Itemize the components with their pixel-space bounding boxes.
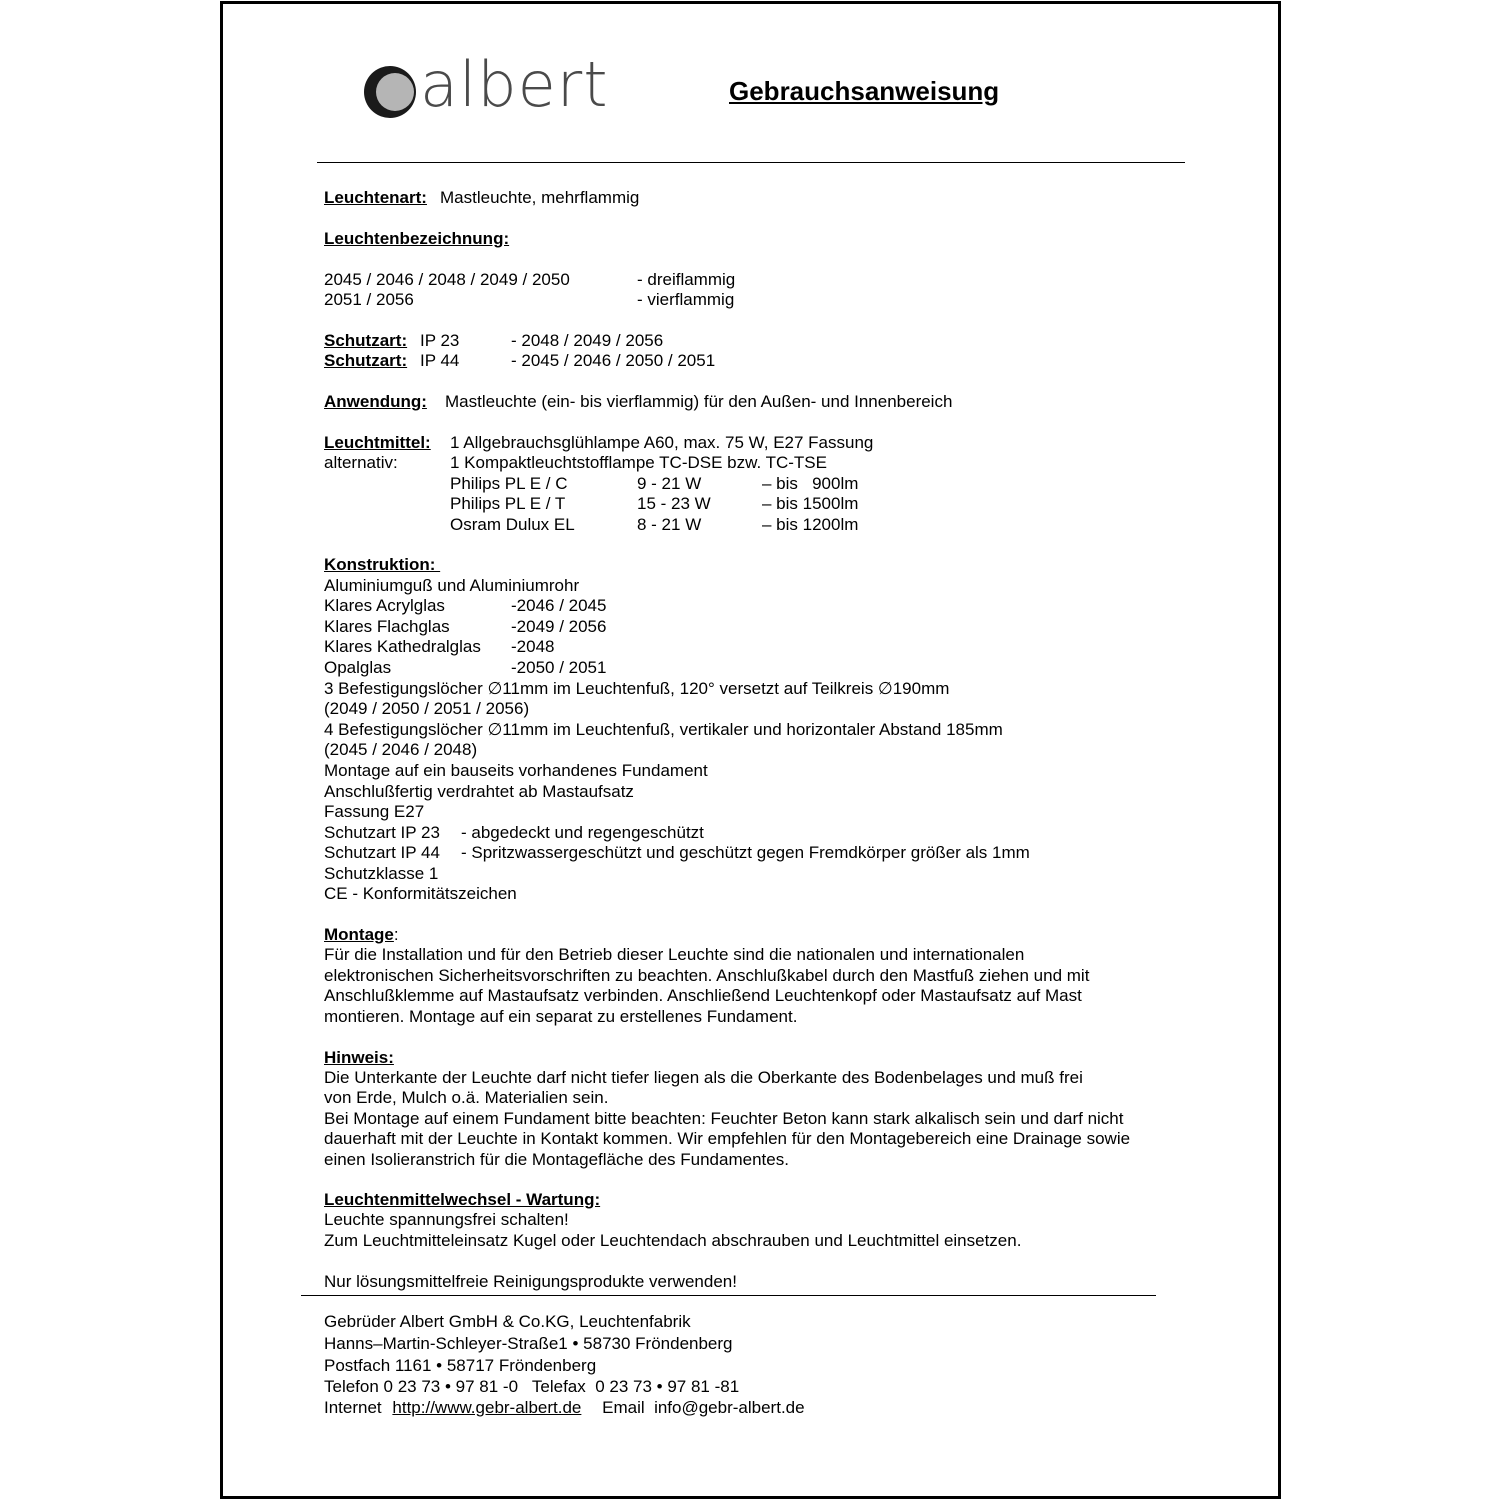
konstruktion-line: 4 Befestigungslöcher ∅11mm im Leuchtenfuß, vertikaler und horizontaler Abstand 185mm	[324, 720, 1003, 739]
anwendung-value: Mastleuchte (ein- bis vierflammig) für den Außen- und Innenbereich	[445, 392, 953, 411]
footer-internet-label: Internet	[324, 1398, 382, 1417]
model-row-models: 2051 / 2056	[324, 290, 414, 309]
schutzart-ip: IP 23	[420, 331, 460, 350]
montage-colon: :	[393, 925, 399, 944]
wartung-label: Leuchtenmittelwechsel - Wartung:	[324, 1190, 601, 1209]
hinweis-line: dauerhaft mit der Leuchte in Kontakt kommen. Wir empfehlen für den Montagebereich eine Drainage sowie	[324, 1129, 1131, 1148]
leuchtenart-value: Mastleuchte, mehrflammig	[440, 188, 640, 207]
model-row-type: - dreiflammig	[637, 270, 736, 289]
konstruktion-line: 3 Befestigungslöcher ∅11mm im Leuchtenfuß, 120° versetzt auf Teilkreis ∅190mm	[324, 679, 950, 698]
hinweis-line: Die Unterkante der Leuchte darf nicht tiefer liegen als die Oberkante des Bodenbelages und muß frei	[324, 1068, 1083, 1087]
footer-website-link[interactable]: http://www.gebr-albert.de	[392, 1398, 582, 1417]
montage-line: Für die Installation und für den Betrieb dieser Leuchte sind die nationalen und internationalen	[324, 945, 1025, 964]
hinweis-label: Hinweis:	[324, 1048, 394, 1067]
lamp-watt: 8 - 21 W	[637, 515, 702, 534]
lamp-name: Osram Dulux EL	[450, 515, 575, 534]
footer-phone: Telefon 0 23 73 • 97 81 -0 Telefax 0 23 73 • 97 81 -81	[324, 1377, 740, 1396]
konstruktion-line: (2049 / 2050 / 2051 / 2056)	[324, 699, 530, 718]
anwendung-label: Anwendung:	[324, 392, 427, 411]
lamp-name: Philips PL E / C	[450, 474, 568, 493]
schutzart-label: Schutzart:	[324, 331, 408, 350]
lamp-lumen: – bis 1200lm	[762, 515, 859, 534]
konstruktion-line: Montage auf ein bauseits vorhandenes Fundament	[324, 761, 708, 780]
konstruktion-line: Fassung E27	[324, 802, 425, 821]
hinweis-line: einen Isolieranstrich für die Montagefläche des Fundamentes.	[324, 1150, 789, 1169]
leuchtmittel-value: 1 Allgebrauchsglühlampe A60, max. 75 W, E27 Fassung	[450, 433, 874, 452]
ip-row-name: Schutzart IP 44	[324, 843, 440, 862]
albert-logo-icon	[362, 62, 422, 122]
lamp-watt: 15 - 23 W	[637, 494, 711, 513]
wartung-line: Leuchte spannungsfrei schalten!	[324, 1210, 569, 1229]
albert-logo	[362, 48, 609, 122]
konstruktion-line: CE - Konformitätszeichen	[324, 884, 517, 903]
schutzart-models: - 2048 / 2049 / 2056	[511, 331, 664, 350]
ip-row-name: Schutzart IP 23	[324, 823, 440, 842]
leuchtenart-label: Leuchtenart:	[324, 188, 427, 207]
page-title: Gebrauchsanweisung	[729, 76, 1000, 106]
footer-internet-row	[324, 1397, 805, 1419]
logo-wordmark: albert	[420, 48, 609, 121]
lamp-lumen: – bis 900lm	[762, 474, 859, 493]
glass-name: Opalglas	[324, 658, 392, 677]
alternativ-label: alternativ:	[324, 453, 398, 472]
footer-divider	[301, 1295, 1156, 1296]
konstruktion-line: Aluminiumguß und Aluminiumrohr	[324, 576, 580, 595]
glass-name: Klares Acrylglas	[324, 596, 445, 615]
footer-company: Gebrüder Albert GmbH & Co.KG, Leuchtenfabrik	[324, 1312, 691, 1331]
hinweis-line: von Erde, Mulch o.ä. Materialien sein.	[324, 1088, 609, 1107]
konstruktion-line: Anschlußfertig verdrahtet ab Mastaufsatz	[324, 782, 634, 801]
montage-line: elektronischen Sicherheitsvorschriften zu beachten. Anschlußkabel durch den Mastfuß ziehen und mit	[324, 966, 1090, 985]
konstruktion-line: (2045 / 2046 / 2048)	[324, 740, 478, 759]
schutzart-label: Schutzart:	[324, 351, 408, 370]
konstruktion-label: Konstruktion:	[324, 555, 441, 574]
glass-name: Klares Flachglas	[324, 617, 450, 636]
lamp-lumen: – bis 1500lm	[762, 494, 859, 513]
montage-line: montieren. Montage auf ein separat zu erstellenes Fundament.	[324, 1007, 798, 1026]
leuchtmittel-label: Leuchtmittel:	[324, 433, 431, 452]
glass-models: -2046 / 2045	[511, 596, 607, 615]
footer-street: Hanns–Martin-Schleyer-Straße1 • 58730 Fröndenberg	[324, 1334, 733, 1353]
glass-models: -2049 / 2056	[511, 617, 607, 636]
model-row-type: - vierflammig	[637, 290, 735, 309]
model-row-models: 2045 / 2046 / 2048 / 2049 / 2050	[324, 270, 570, 289]
lamp-watt: 9 - 21 W	[637, 474, 702, 493]
ip-row-desc: - abgedeckt und regengeschützt	[461, 823, 704, 842]
ip-row-desc: - Spritzwassergeschützt und geschützt gegen Fremdkörper größer als 1mm	[461, 843, 1030, 862]
montage-label: Montage	[324, 925, 394, 944]
schutzart-models: - 2045 / 2046 / 2050 / 2051	[511, 351, 716, 370]
alternativ-value: 1 Kompaktleuchtstofflampe TC-DSE bzw. TC-TSE	[450, 453, 827, 472]
glass-models: -2050 / 2051	[511, 658, 607, 677]
footer-postfach: Postfach 1161 • 58717 Fröndenberg	[324, 1356, 597, 1375]
montage-heading	[324, 925, 399, 945]
hinweis-line: Bei Montage auf einem Fundament bitte beachten: Feuchter Beton kann stark alkalisch sein und darf nicht	[324, 1109, 1124, 1128]
wartung-line: Zum Leuchtmitteleinsatz Kugel oder Leuchtendach abschrauben und Leuchtmittel einsetzen.	[324, 1231, 1022, 1250]
wartung-note: Nur lösungsmittelfreie Reinigungsprodukte verwenden!	[324, 1272, 737, 1291]
montage-line: Anschlußklemme auf Mastaufsatz verbinden. Anschließend Leuchtenkopf oder Mastaufsatz auf Mast	[324, 986, 1082, 1005]
schutzart-ip: IP 44	[420, 351, 460, 370]
leuchtenbezeichnung-label: Leuchtenbezeichnung:	[324, 229, 510, 248]
header-divider	[317, 162, 1185, 163]
glass-name: Klares Kathedralglas	[324, 637, 481, 656]
glass-models: -2048	[511, 637, 555, 656]
footer-email[interactable]: Email info@gebr-albert.de	[602, 1398, 805, 1417]
lamp-name: Philips PL E / T	[450, 494, 566, 513]
konstruktion-line: Schutzklasse 1	[324, 864, 439, 883]
